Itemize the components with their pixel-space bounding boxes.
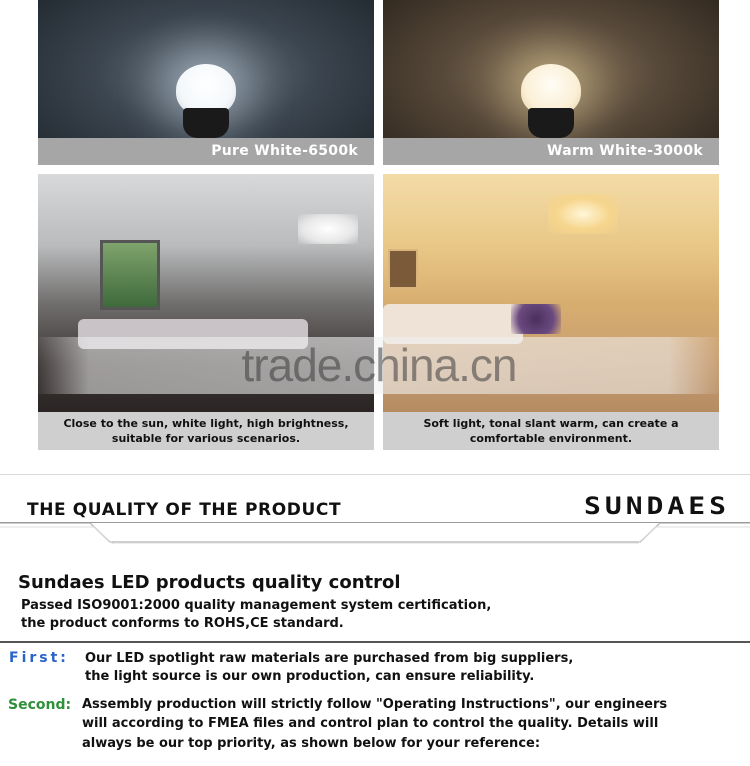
white-desc-line-1: Close to the sun, white light, high brightness, xyxy=(63,417,349,430)
bulb-base-warm xyxy=(528,108,574,138)
flower-vase xyxy=(511,304,561,334)
first-step-line-2: the light source is our own production, can ensure reliability. xyxy=(85,669,535,684)
second-step-line-3: always be our top priority, as shown below for your reference: xyxy=(82,736,541,751)
brand-logo: SUNDAES xyxy=(583,492,730,521)
white-light-description xyxy=(38,412,374,450)
warm-desc-line-1: Soft light, tonal slant warm, can create a xyxy=(423,417,679,430)
second-step-label: Second: xyxy=(8,697,72,713)
wall-painting xyxy=(388,249,418,289)
white-desc-line-2: suitable for various scenarios. xyxy=(111,432,301,445)
warm-white-caption: Warm White-3000k xyxy=(383,138,719,165)
warm-white-bulb-photo xyxy=(383,0,719,165)
warm-light-description xyxy=(383,412,719,450)
watermark-text: trade.china.cn xyxy=(241,339,517,391)
second-step-line-2: will according to FMEA files and control plan to control the quality. Details will xyxy=(82,716,659,731)
header-underline-shape xyxy=(0,522,750,544)
standard-line: the product conforms to ROHS,CE standard. xyxy=(21,616,344,631)
section-divider xyxy=(0,474,750,475)
pure-white-caption: Pure White-6500k xyxy=(38,138,374,165)
bulb-base-white xyxy=(183,108,229,138)
certification-line: Passed ISO9001:2000 quality management system certification, xyxy=(21,598,492,613)
chandelier-white xyxy=(298,214,358,244)
warm-desc-line-2: comfortable environment. xyxy=(469,432,633,445)
pure-white-bulb-photo xyxy=(38,0,374,165)
quality-rule xyxy=(0,641,750,643)
quality-control-title: Sundaes LED products quality control xyxy=(18,572,401,593)
chandelier-warm xyxy=(548,194,618,234)
quality-section-header xyxy=(0,478,750,546)
first-step-line-1: Our LED spotlight raw materials are purchased from big suppliers, xyxy=(85,651,574,666)
second-step-line-1: Assembly production will strictly follow "Operating Instructions", our engineers xyxy=(82,697,668,712)
first-step-label: First: xyxy=(9,650,69,666)
section-title: THE QUALITY OF THE PRODUCT xyxy=(27,500,342,520)
watermark-band xyxy=(34,337,724,394)
room-window xyxy=(100,240,160,310)
